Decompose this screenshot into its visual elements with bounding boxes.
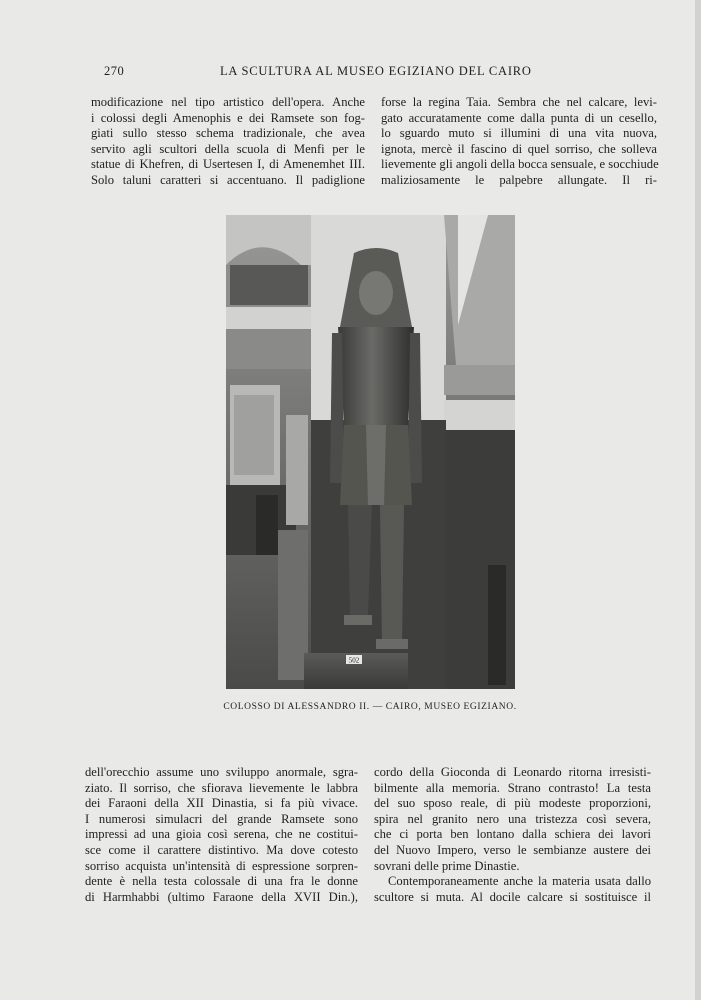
text-line: lievemente gli angoli della bocca sensuale, e socchiude: [381, 157, 659, 172]
text-line: spira nel granito nero una tristezza così severa,: [374, 811, 651, 826]
text-line: bilmente alla memoria. Strano contrasto! La testa: [374, 780, 651, 795]
text-line: ziato. Il sorriso, che sfiorava lievemente le labbra: [85, 780, 358, 795]
text-line: modificazione nel tipo artistico dell'opera. Anche: [91, 95, 365, 109]
text-column-bottom-right: [374, 765, 651, 905]
text-line: che ci porta ben lontano dalla schiera dei lavori: [374, 827, 651, 842]
text-line: del suo sposo reale, di più modeste proporzioni,: [374, 796, 651, 811]
text-line: dente è nella testa colossale di una fra le donne: [85, 874, 358, 889]
page-number: 270: [104, 64, 125, 78]
figure-caption: COLOSSO DI ALESSANDRO II. — CAIRO, MUSEO EGIZIANO.: [223, 702, 517, 712]
text-column-top-left: [91, 95, 365, 189]
text-line: sce come il carattere distintivo. Ma dove cotesto: [85, 842, 358, 857]
page-edge: [695, 0, 701, 1000]
text-line: forse la regina Taia. Sembra che nel calcare, levi-: [381, 95, 657, 109]
text-line: gato accuratamente come dalla punta di un cesello,: [381, 110, 657, 125]
text-line: maliziosamente le palpebre allungate. Il ri-: [381, 172, 657, 187]
text-line: servito agli scultori della scuola di Menfi per le: [91, 141, 365, 156]
text-line: scultore si muta. Al docile calcare si sostituisce il: [374, 889, 651, 904]
text-line: del Nuovo Impero, verso le sembianze austere dei: [374, 842, 651, 857]
text-line: ignota, mercè il fascino di quel sorriso, che solleva: [381, 141, 657, 156]
text-line: Solo taluni caratteri si accentuano. Il padiglione: [91, 172, 365, 187]
text-line: giati sullo stesso schema tradizionale, che avea: [91, 126, 365, 141]
running-title: LA SCULTURA AL MUSEO EGIZIANO DEL CAIRO: [220, 64, 532, 78]
text-line: dell'orecchio assume uno sviluppo anormale, sgra-: [85, 765, 358, 779]
text-line: sorriso acquista un'intensità di espressione sorpren-: [85, 858, 358, 873]
text-column-bottom-left: [85, 765, 358, 905]
statue-photograph: [226, 215, 515, 689]
text-line: statue di Khefren, di Usertesen I, di Amenemhet III.: [91, 157, 365, 172]
plate-label: 502: [348, 656, 360, 665]
text-line: di Harmhabbi (ultimo Faraone della XVII Din.),: [85, 889, 358, 904]
text-column-top-right: [381, 95, 657, 189]
text-line: dei Faraoni della XII Dinastia, si fa più vivace.: [85, 796, 358, 811]
text-line: cordo della Gioconda di Leonardo ritorna irresisti-: [374, 765, 651, 779]
text-line: impressi ad una gioia così serena, che ne costitui-: [85, 827, 358, 842]
text-line: Contemporaneamente anche la materia usata dallo: [388, 874, 651, 889]
text-line: i colossi degli Amenophis e dei Ramsete son fog-: [91, 110, 365, 125]
text-line: sovrani delle prime Dinastie.: [374, 858, 520, 873]
text-line: lo sguardo muto si illumini di una vita nuova,: [381, 126, 657, 141]
text-line: I numerosi simulacri del grande Ramsete sono: [85, 811, 358, 826]
